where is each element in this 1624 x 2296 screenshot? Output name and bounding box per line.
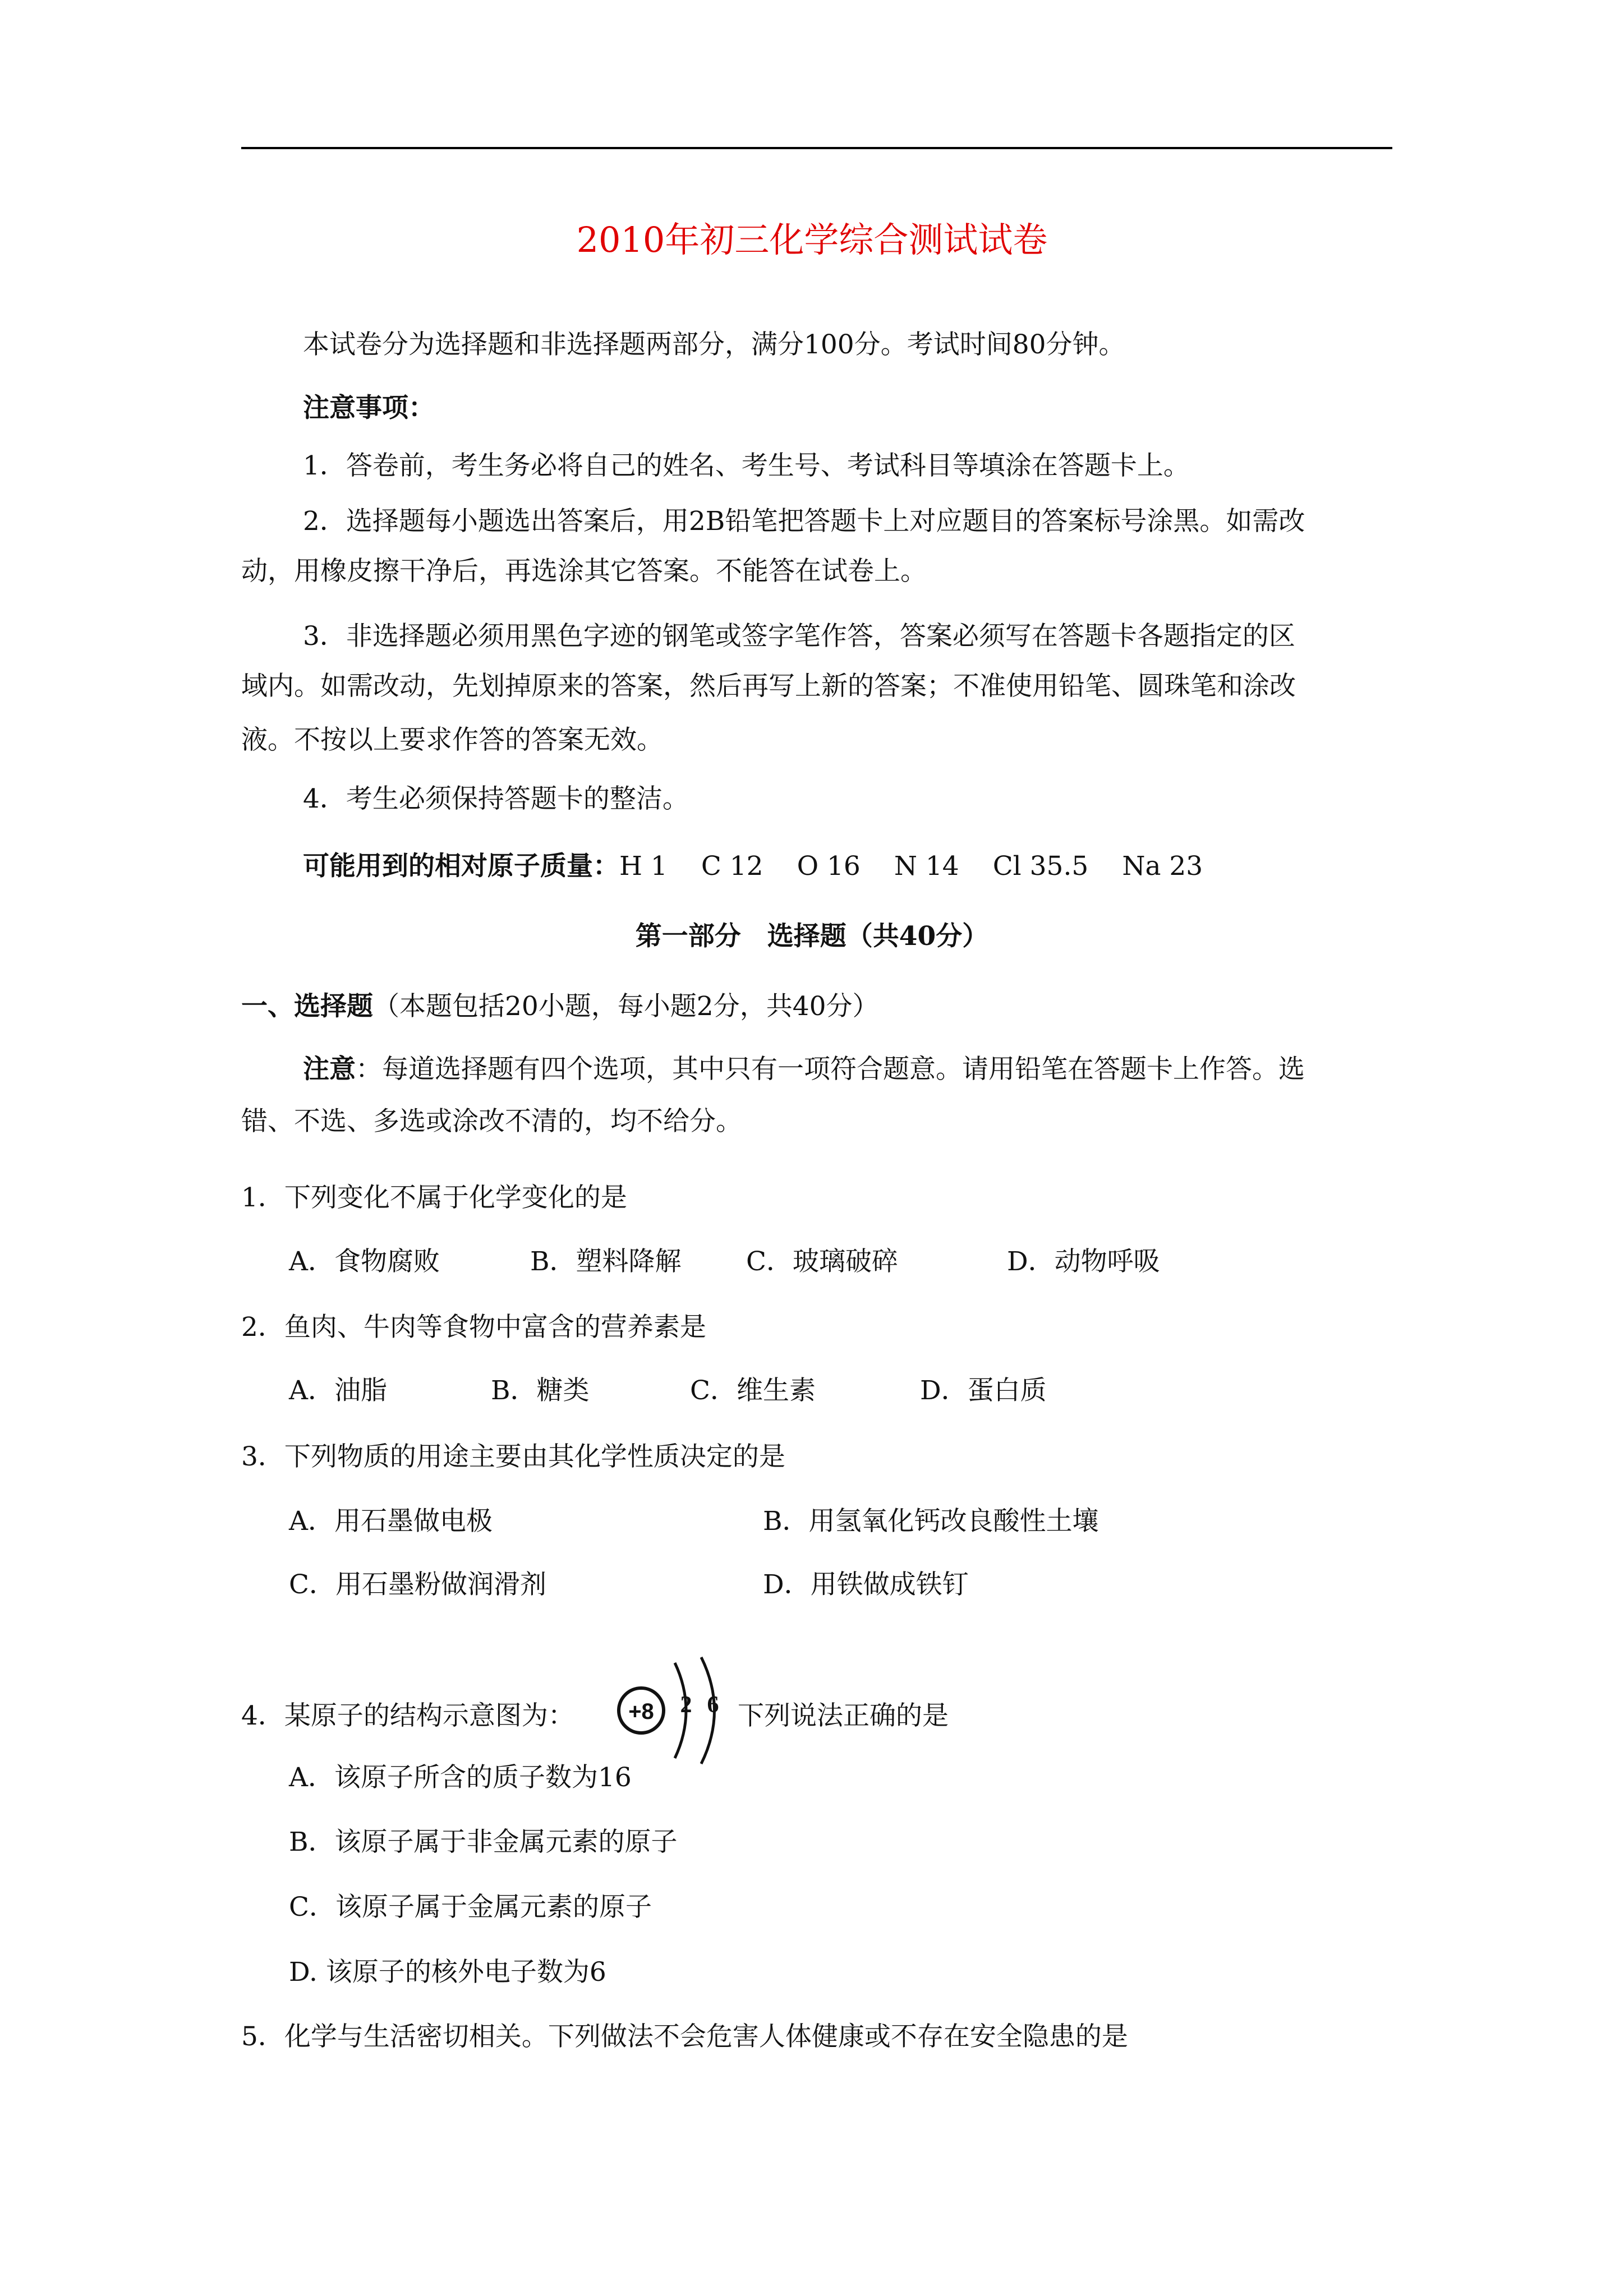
notice-3-end: 液。不按以上要求作答的答案无效。 [241,725,663,755]
notice-2-cont: 动，用橡皮擦干净后，再选涂其它答案。不能答在试卷上。 [241,556,927,587]
q2-stem: 2．鱼肉、牛肉等食物中富含的营养素是 [241,1312,706,1343]
atom-structure-diagram [609,1652,732,1769]
attention-line-1: 注意：每道选择题有四个选项，其中只有一项符合题意。请用铅笔在答题卡上作答。选 [303,1054,1305,1085]
part1-heading: 第一部分 选择题（共40分） [635,921,989,952]
q4-stem-after: 下列说法正确的是 [738,1700,949,1731]
q3-option-c: C．用石墨粉做润滑剂 [289,1569,546,1600]
q3-stem: 3．下列物质的用途主要由其化学性质决定的是 [241,1441,785,1472]
q2-option-c: C．维生素 [690,1375,816,1406]
q1-stem: 1．下列变化不属于化学变化的是 [241,1182,627,1213]
shell-2-electrons: 6 [707,1692,719,1718]
q1-option-a: A．食物腐败 [289,1246,440,1277]
q3-option-a: A．用石墨做电极 [289,1506,493,1537]
notice-4: 4．考生必须保持答题卡的整洁。 [303,783,689,814]
q4-option-b: B．该原子属于非金属元素的原子 [289,1827,678,1857]
notice-1: 1．答卷前，考生务必将自己的姓名、考生号、考试科目等填涂在答题卡上。 [303,450,1190,481]
q2-option-b: B．糖类 [491,1375,590,1406]
q3-option-b: B．用氢氧化钙改良酸性土壤 [763,1506,1099,1537]
section1-heading: 一、选择题（本题包括20小题，每小题2分，共40分） [241,991,879,1022]
q4-option-a: A．该原子所含的质子数为16 [289,1762,632,1793]
q1-option-b: B．塑料降解 [530,1246,682,1277]
attention-line-2: 错、不选、多选或涂改不清的，均不给分。 [241,1106,742,1137]
notice-3-cont: 域内。如需改动，先划掉原来的答案，然后再写上新的答案；不准使用铅笔、圆珠笔和涂改 [241,671,1296,702]
q3-option-d: D．用铁做成铁钉 [763,1569,969,1600]
notice-3: 3．非选择题必须用黑色字迹的钢笔或签字笔作答，答案必须写在答题卡各题指定的区 [303,621,1295,652]
intro-text: 本试卷分为选择题和非选择题两部分，满分100分。考试时间80分钟。 [303,329,1125,360]
q5-stem: 5．化学与生活密切相关。下列做法不会危害人体健康或不存在安全隐患的是 [241,2021,1128,2052]
shell-1-electrons: 2 [680,1692,692,1718]
notice-2: 2．选择题每小题选出答案后，用2B铅笔把答题卡上对应题目的答案标号涂黑。如需改 [303,506,1305,537]
notice-heading: 注意事项： [303,393,435,423]
nucleus-charge: +8 [628,1699,654,1724]
q4-option-d: D. 该原子的核外电子数为6 [289,1957,606,1988]
q4-option-c: C．该原子属于金属元素的原子 [289,1892,652,1922]
q1-option-c: C．玻璃破碎 [746,1246,898,1277]
q2-option-a: A．油脂 [289,1375,387,1406]
header-rule [241,147,1392,149]
q4-stem-before: 4．某原子的结构示意图为： [241,1700,574,1731]
exam-title: 2010年初三化学综合测试试卷 [576,219,1048,260]
q2-option-d: D．蛋白质 [920,1375,1047,1406]
q1-option-d: D．动物呼吸 [1007,1246,1160,1277]
atomic-mass-line: 可能用到的相对原子质量：H 1 C 12 O 16 N 14 Cl 35.5 Na 23 [303,851,1203,882]
atomic-mass-label: 可能用到的相对原子质量： [303,851,619,882]
